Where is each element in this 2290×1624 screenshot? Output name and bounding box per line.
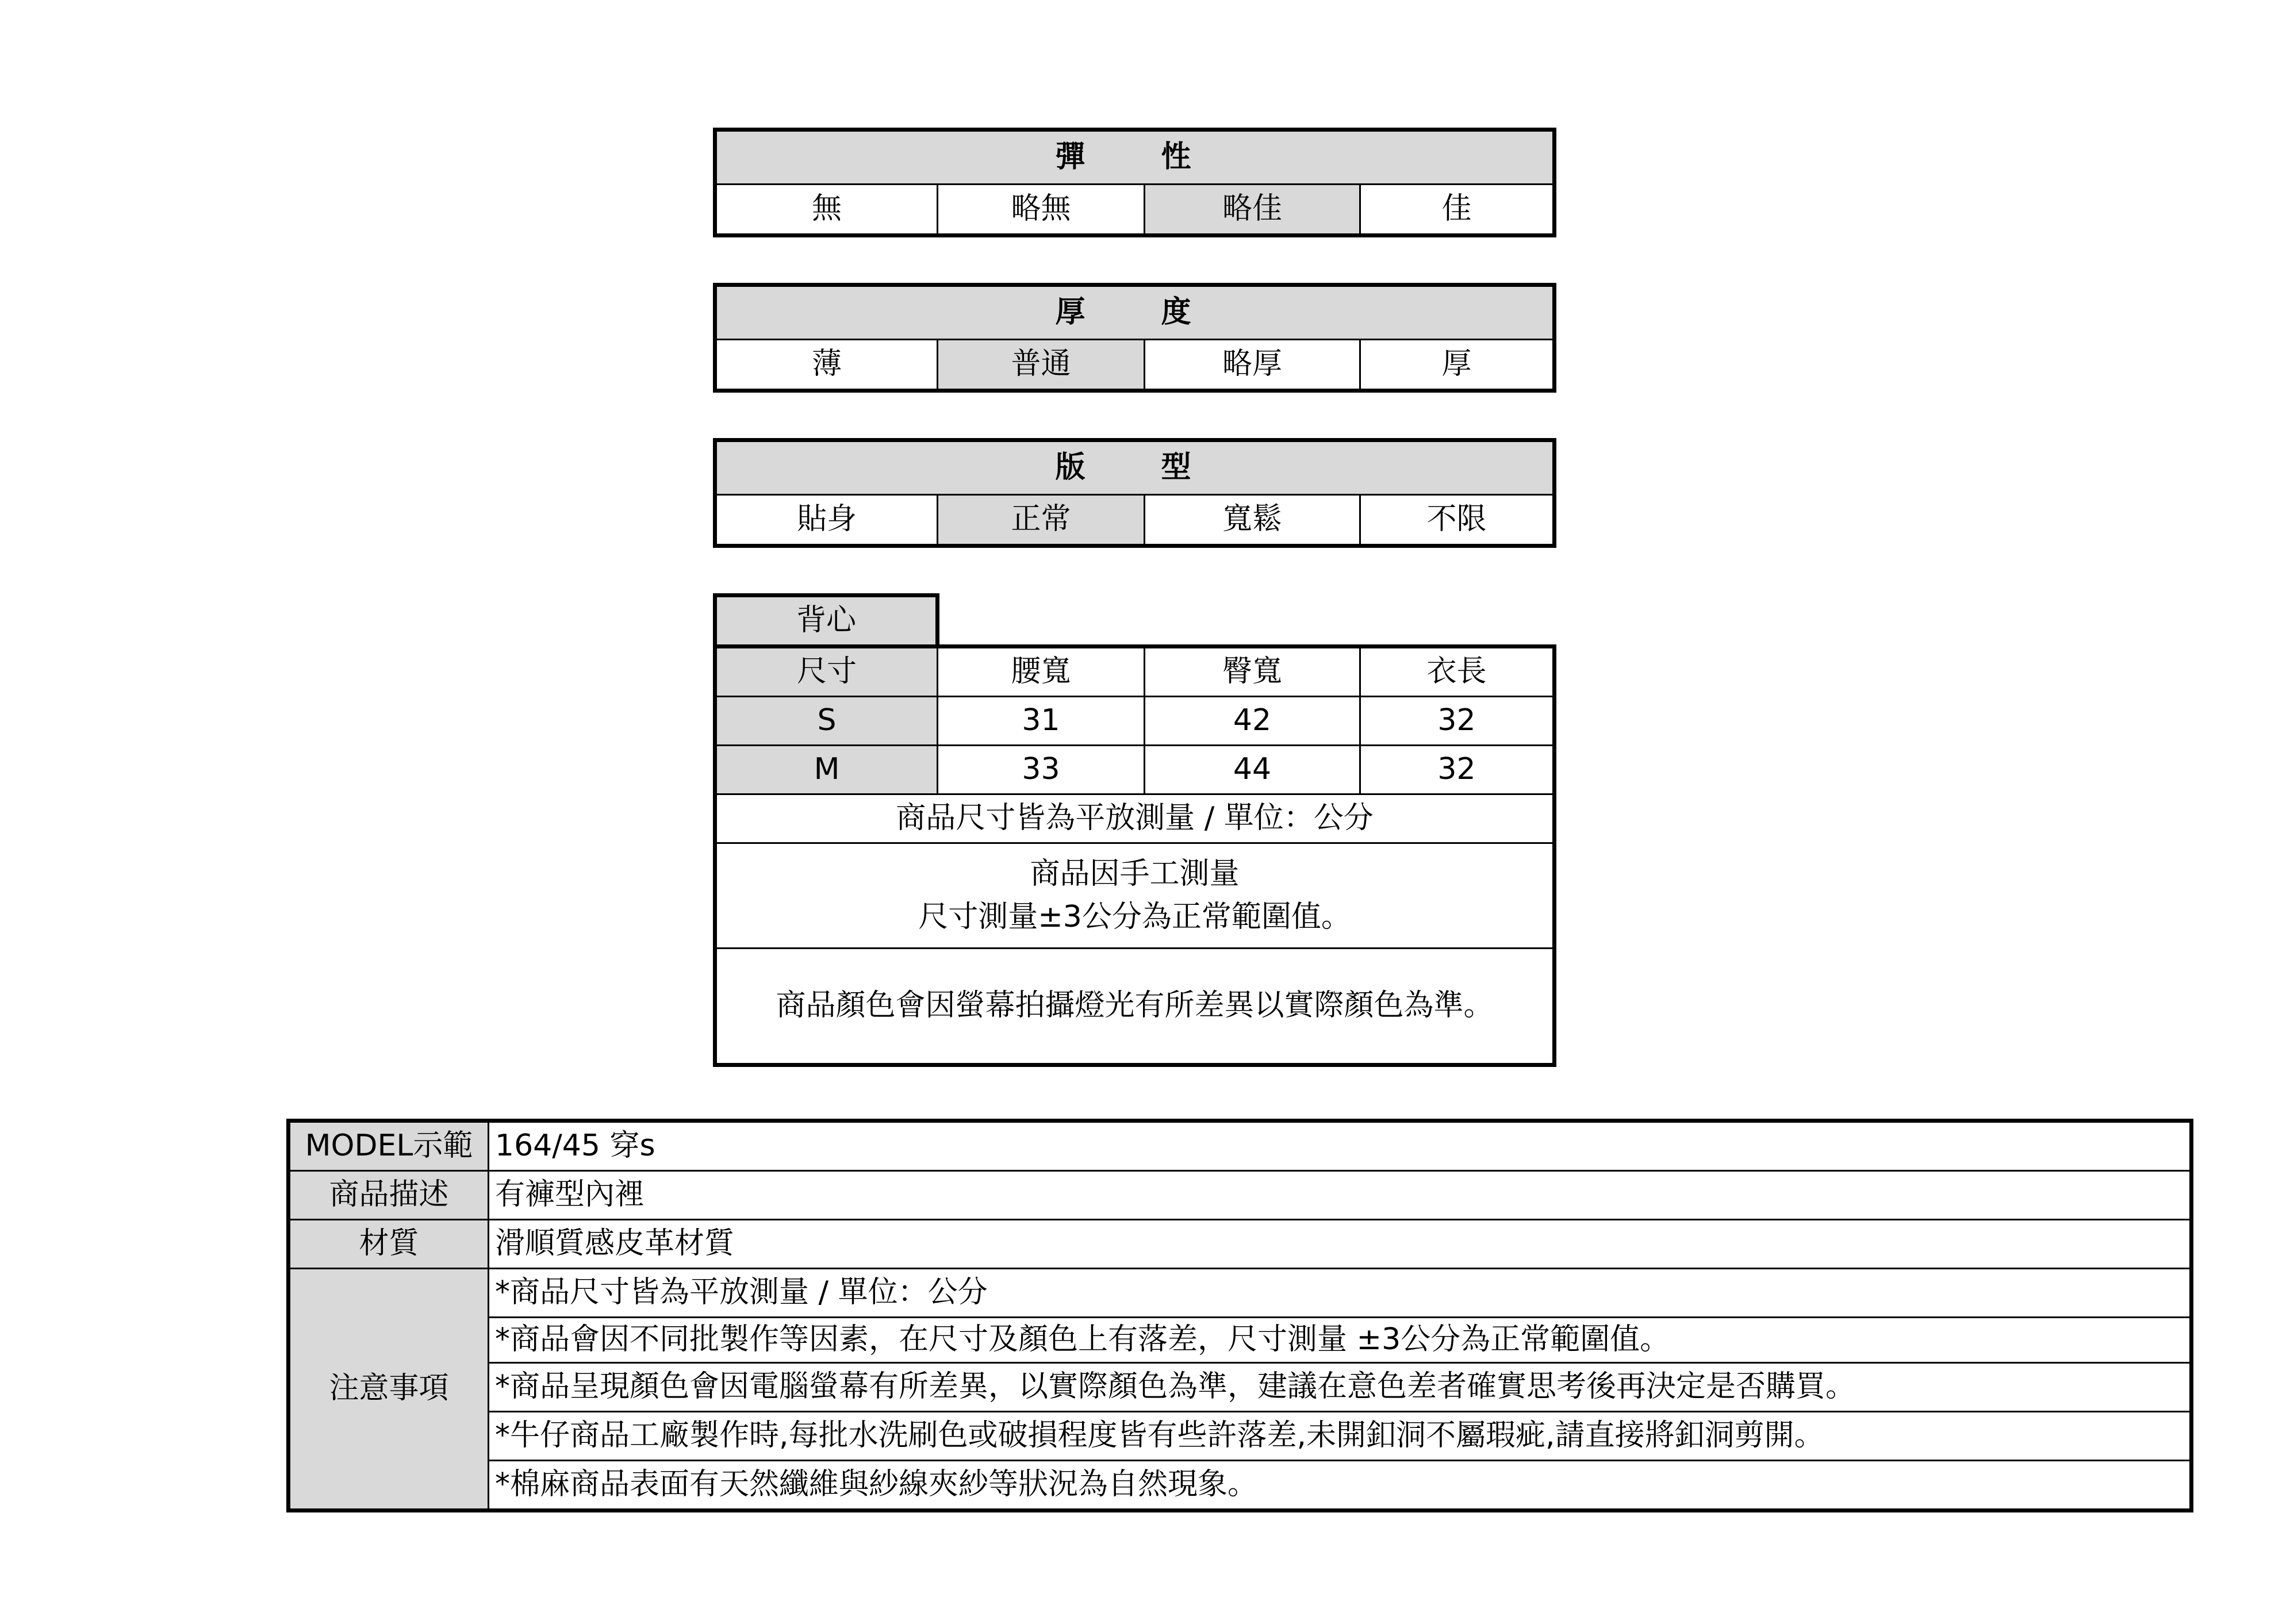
table-row [715,697,1555,746]
size-note-unit: 商品尺寸皆為平放測量 / 單位：公分 [715,794,1555,843]
notes-label: 注意事項 [289,1269,489,1511]
thickness-option-normal: 普通 [938,340,1145,391]
size-cell: 31 [938,697,1145,746]
size-note-manual-line2: 尺寸測量±3公分為正常範圍值。 [918,900,1351,934]
size-cell: 44 [1145,746,1360,794]
thickness-table [713,283,1556,393]
size-chart-blank [938,596,1555,647]
size-note-color: 商品顏色會因螢幕拍攝燈光有所差異以實際顏色為準。 [715,949,1555,1065]
note-item: *商品尺寸皆為平放測量 / 單位：公分 [489,1269,2192,1318]
thickness-title: 厚 度 [715,285,1555,340]
product-info-table [286,1119,2193,1512]
size-cell: 33 [938,746,1145,794]
size-cell: M [715,746,938,794]
material-value: 滑順質感皮革材質 [489,1220,2192,1269]
material-label: 材質 [289,1220,489,1269]
thickness-option-thick: 厚 [1360,340,1555,391]
model-value: 164/45 穿s [489,1121,2192,1171]
size-header-length: 衣長 [1360,647,1555,697]
fit-option-unlimited: 不限 [1360,495,1555,546]
size-cell: 42 [1145,697,1360,746]
size-cell: 32 [1360,746,1555,794]
model-label: MODEL示範 [289,1121,489,1171]
size-cell: 32 [1360,697,1555,746]
elasticity-option-good: 佳 [1360,185,1555,236]
note-item: *商品呈現顏色會因電腦螢幕有所差異，以實際顏色為準，建議在意色差者確實思考後再決定是否購買。 [489,1363,2192,1412]
size-header-size: 尺寸 [715,647,938,697]
elasticity-option-none: 無 [715,185,938,236]
fit-title: 版 型 [715,440,1555,495]
fit-option-slim: 貼身 [715,495,938,546]
thickness-option-slightly-thick: 略厚 [1145,340,1360,391]
size-header-waist: 腰寬 [938,647,1145,697]
note-item: *商品會因不同批製作等因素，在尺寸及顏色上有落差，尺寸測量 ±3公分為正常範圍值。 [489,1318,2192,1363]
note-item: *牛仔商品工廠製作時,每批水洗刷色或破損程度皆有些許落差,未開釦洞不屬瑕疵,請直接將釦洞剪開。 [489,1412,2192,1461]
fit-table [713,438,1556,548]
description-label: 商品描述 [289,1171,489,1220]
elasticity-table [713,128,1556,237]
fit-option-regular: 正常 [938,495,1145,546]
thickness-option-thin: 薄 [715,340,938,391]
size-cell: S [715,697,938,746]
size-header-hip: 臀寬 [1145,647,1360,697]
fit-option-loose: 寬鬆 [1145,495,1360,546]
elasticity-option-slightly-none: 略無 [938,185,1145,236]
size-note-manual-line1: 商品因手工測量 [1030,856,1240,891]
size-note-manual [715,843,1555,949]
elasticity-option-slightly-good: 略佳 [1145,185,1360,236]
table-row [715,746,1555,794]
note-item: *棉麻商品表面有天然纖維與紗線夾紗等狀況為自然現象。 [489,1461,2192,1511]
size-chart-table [713,593,1556,1067]
description-value: 有褲型內裡 [489,1171,2192,1220]
elasticity-title: 彈 性 [715,130,1555,185]
size-chart-category: 背心 [715,596,938,647]
